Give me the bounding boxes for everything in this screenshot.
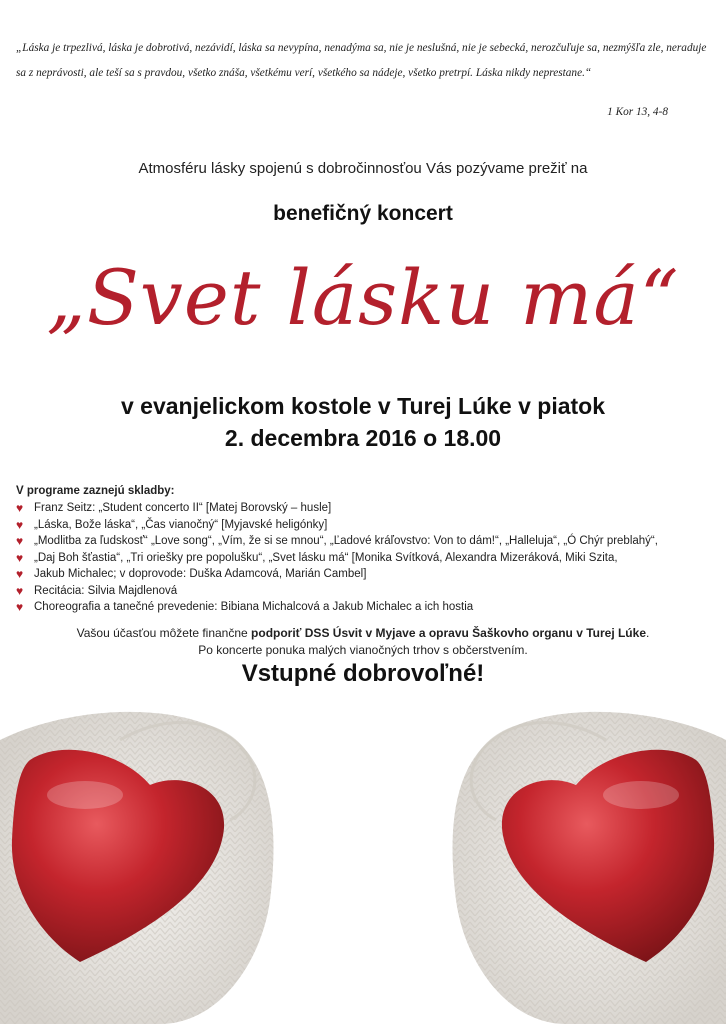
heart-bullet-icon: ♥ (16, 600, 24, 614)
program-item: ♥ Recitácia: Silvia Majdlenová (16, 583, 178, 598)
support-line: Vašou účasťou môžete finančne podporiť DSS Úsvit v Myjave a opravu Šaškovho organu v Turej Lúke. (76, 626, 650, 640)
heart-bullet-icon: ♥ (16, 501, 24, 515)
heart-bullet-icon: ♥ (16, 583, 24, 598)
hearts-in-mittens-image (0, 700, 726, 1024)
support-info (0, 625, 726, 659)
heart-bullet-icon: ♥ (16, 534, 24, 548)
heart-bullet-icon: ♥ (16, 550, 24, 565)
concert-title: „Svet lásku má“ (46, 253, 680, 342)
venue-line: v evanjelickom kostole v Turej Lúke v piatok (120, 393, 606, 419)
program-item: ♥ „Láska, Bože láska“, „Čas vianočný“ [Myjavské heligónky] (16, 517, 328, 532)
concert-type: benefičný koncert (273, 202, 453, 225)
program-item: ♥ Franz Seitz: „Student concerto II“ [Matej Borovský – husle] (16, 501, 332, 515)
bible-quote: „Láska je trpezlivá, láska je dobrotivá, nezávidí, láska sa nevypína, nenadýma sa, nie je neslušná, nie je sebecká, nerozčuľuje sa, nezmýšľa zle, neraduje sa z neprávosti, ale teší sa s pravdou, všetko znáša, všetkému verí, všetkého sa nádeje, všetko pretrpí. Láska nikdy neprestane.“ (16, 42, 707, 79)
market-line: Po koncerte ponuka malých vianočných trhov s občerstvením. (198, 643, 528, 657)
intro-text: Atmosféru lásky spojenú s dobročinnosťou Vás pozývame prežiť na (138, 160, 588, 177)
program-heading: V programe zaznejú skladby: (16, 485, 175, 497)
venue-block (0, 390, 726, 454)
quote-reference: 1 Kor 13, 4-8 (607, 106, 668, 118)
program-section (16, 484, 716, 616)
admission-text: Vstupné dobrovoľné! (241, 660, 485, 687)
heart-bullet-icon: ♥ (16, 567, 24, 581)
hearts-in-mittens-illustration (0, 700, 726, 1024)
date-time-line: 2. decembra 2016 o 18.00 (224, 425, 502, 451)
program-item: ♥ „Modlitba za ľudskosť“ „Love song“, „Vím, že si se mnou“, „Ľadové kráľovstvo: Von to dám!“, „Halleluja“, „Ó Chýr preblahý“, (16, 534, 658, 548)
program-item: ♥ Choreografia a tanečné prevedenie: Bibiana Michalcová a Jakub Michalec a ich hostia (16, 600, 474, 614)
program-list (16, 500, 716, 616)
heart-bullet-icon: ♥ (16, 517, 24, 532)
program-item: ♥ „Daj Boh šťastia“, „Tri oriešky pre popolušku“, „Svet lásku má“ [Monika Svítková, Alexandra Mizeráková, Miki Szita, (16, 550, 618, 565)
program-item: ♥ Jakub Michalec; v doprovode: Duška Adamcová, Marián Cambel] (16, 567, 367, 581)
